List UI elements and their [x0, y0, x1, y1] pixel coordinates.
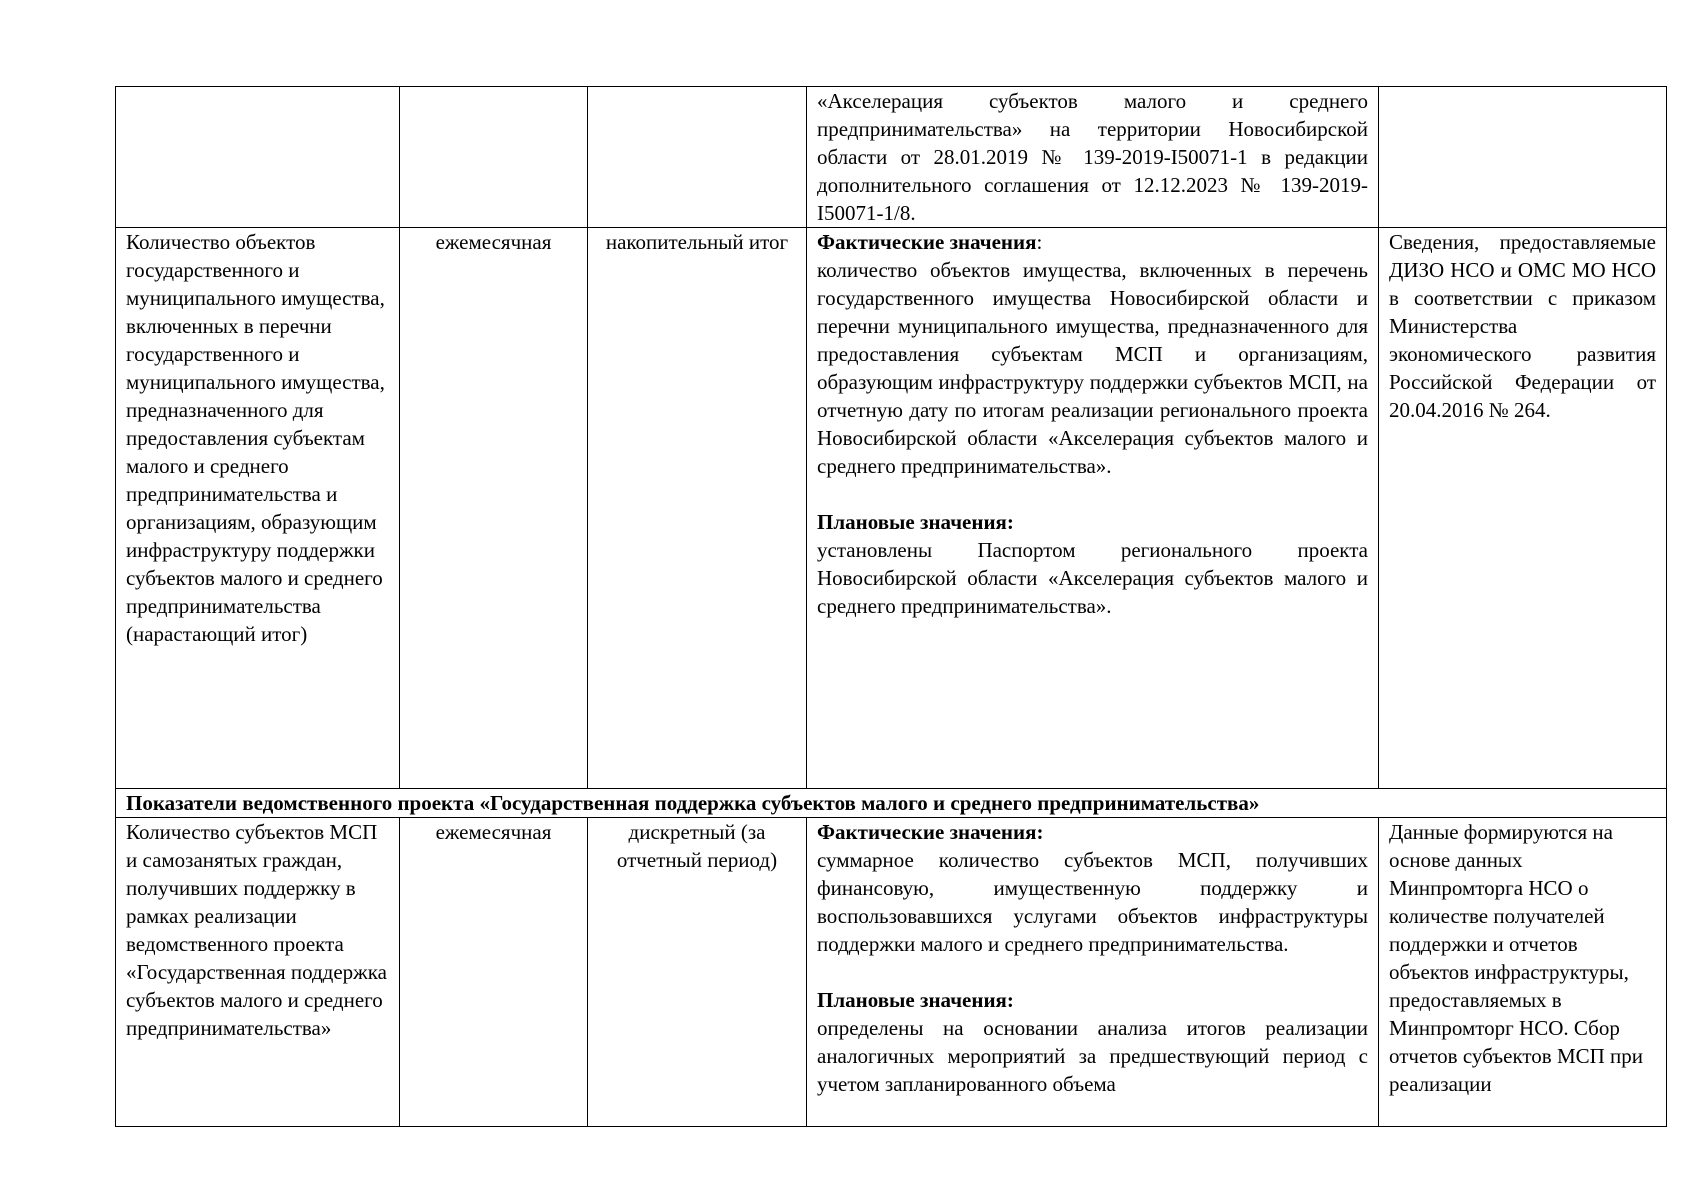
table-row: [116, 818, 1667, 1127]
periodicity-cell: [400, 228, 588, 789]
fact-label: Фактические значения: [817, 230, 1037, 254]
method-text: «Акселерация субъектов малого и среднего предпринимательства» на территории Новосибирской области от 28.01.2019 № 139-2019-I50071-1 в редакции дополнительного соглашения от 12.12.2023 № 139-2019-I50071-1/8.: [817, 89, 1368, 225]
periodicity-cell: [400, 818, 588, 1127]
source-cell: [1379, 818, 1667, 1127]
periodicity: ежемесячная: [435, 230, 552, 254]
indicator-type: накопительный итог: [605, 230, 789, 254]
source-text: Сведения, предоставляемые ДИЗО НСО и ОМС МО НСО в соответствии с приказом Министерства экономического развития Российской Федерации от 20.04.2016 № 264.: [1389, 230, 1656, 422]
indicator-type: дискретный (за отчетный период): [616, 820, 778, 872]
indicator-name: Количество субъектов МСП и самозанятых граждан, получивших поддержку в рамках реализации ведомственного проекта «Государственная поддержка субъектов малого и среднего предпринимательства»: [126, 820, 387, 1040]
table-row: [116, 228, 1667, 789]
indicators-table: [115, 86, 1667, 1127]
indicator-name: Количество объектов государственного и муниципального имущества, включенных в перечни государственного и муниципального имущества, предназначенного для предоставления субъектам малого и среднего предпринимательства и организациям, образующим инфраструктуру поддержки субъектов малого и среднего предпринимательства (нарастающий итог): [126, 230, 385, 646]
table-cell: [116, 87, 400, 228]
fact-label: Фактические значения:: [817, 820, 1044, 844]
indicator-name-cell: [116, 818, 400, 1127]
method-cell: [807, 228, 1379, 789]
source-text: Данные формируются на основе данных Минпромторга НСО о количестве получателей поддержки и отчетов объектов инфраструктуры, предоставляемых в Минпромторг НСО. Сбор отчетов субъектов МСП при реализации: [1389, 820, 1644, 1096]
fact-text: количество объектов имущества, включенных в перечень государственного имущества Новосибирской области и перечни муниципального имущества, предназначенного для предоставления субъектам МСП и организациям, образующим инфраструктуру поддержки субъектов МСП, на отчетную дату по итогам реализации регионального проекта Новосибирской области «Акселерация субъектов малого и среднего предпринимательства».: [817, 258, 1368, 478]
plan-label: Плановые значения:: [817, 988, 1014, 1012]
method-cell: [807, 818, 1379, 1127]
table-row: [116, 87, 1667, 228]
section-header-row: [116, 789, 1667, 818]
type-cell: [588, 228, 807, 789]
method-cell: [807, 87, 1379, 228]
indicator-name-cell: [116, 228, 400, 789]
periodicity: ежемесячная: [435, 820, 552, 844]
table-cell: [588, 87, 807, 228]
table-cell: [400, 87, 588, 228]
section-title: [116, 789, 1667, 818]
fact-text: суммарное количество субъектов МСП, получивших финансовую, имущественную поддержку и воспользовавшихся услугами объектов инфраструктуры поддержки малого и среднего предпринимательства.: [817, 848, 1368, 956]
plan-text: установлены Паспортом регионального проекта Новосибирской области «Акселерация субъектов малого и среднего предпринимательства».: [817, 538, 1368, 618]
plan-label: Плановые значения:: [817, 510, 1014, 534]
fact-colon: :: [1036, 230, 1043, 254]
section-title-text: Показатели ведомственного проекта «Государственная поддержка субъектов малого и среднего предпринимательства»: [126, 791, 1260, 815]
type-cell: [588, 818, 807, 1127]
table-cell: [1379, 87, 1667, 228]
source-cell: [1379, 228, 1667, 789]
plan-text: определены на основании анализа итогов реализации аналогичных мероприятий за предшествующий период с учетом запланированного объема: [817, 1016, 1368, 1096]
